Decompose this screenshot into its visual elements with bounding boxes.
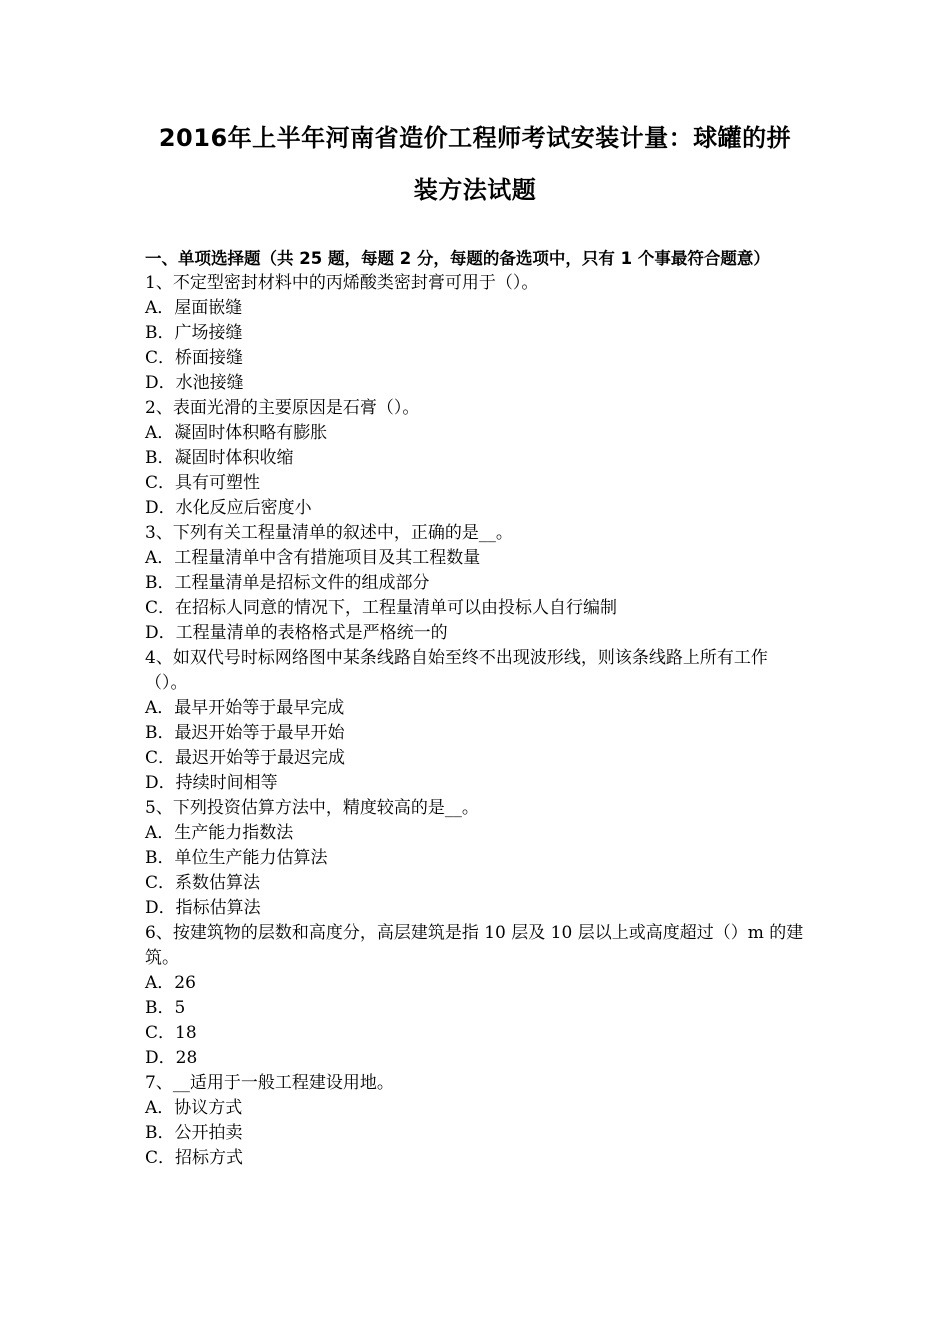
section-header: 一、单项选择题（共 25 题，每题 2 分，每题的备选项中，只有 1 个事最符合题意）: [145, 249, 770, 268]
option-a: A．协议方式: [145, 1098, 243, 1118]
option-a: A．屋面嵌缝: [145, 298, 243, 318]
option-c: C．桥面接缝: [145, 348, 244, 368]
option-a: A．凝固时体积略有膨胀: [145, 423, 328, 443]
option-d: D．持续时间相等: [145, 773, 278, 793]
question-stem: 7、__适用于一般工程建设用地。: [145, 1073, 394, 1093]
question-stem: 1、不定型密封材料中的丙烯酸类密封膏可用于（）。: [145, 273, 539, 293]
question-3: [145, 521, 809, 646]
option-c: C．18: [145, 1023, 197, 1043]
question-5: [145, 796, 809, 921]
option-b: B．5: [145, 998, 186, 1018]
option-d: D．水池接缝: [145, 373, 244, 393]
question-4: [145, 646, 809, 796]
option-b: B．最迟开始等于最早开始: [145, 723, 345, 743]
option-d: D．28: [145, 1048, 198, 1068]
option-d: D．水化反应后密度小: [145, 498, 312, 518]
document-title-line-2: 装方法试题: [413, 176, 537, 204]
option-c: C．系数估算法: [145, 873, 261, 893]
option-b: B．单位生产能力估算法: [145, 848, 328, 868]
question-6: [145, 921, 809, 1071]
option-b: B．凝固时体积收缩: [145, 448, 294, 468]
question-stem: 4、如双代号时标网络图中某条线路自始至终不出现波形线，则该条线路上所有工作（）。: [145, 648, 768, 693]
question-2: [145, 396, 809, 521]
option-a: A．生产能力指数法: [145, 823, 294, 843]
question-stem: 5、下列投资估算方法中，精度较高的是__。: [145, 798, 479, 818]
option-c: C．具有可塑性: [145, 473, 261, 493]
option-c: C．在招标人同意的情况下，工程量清单可以由投标人自行编制: [145, 598, 618, 618]
question-7: [145, 1071, 809, 1171]
option-c: C．最迟开始等于最迟完成: [145, 748, 346, 768]
question-stem: 3、下列有关工程量清单的叙述中，正确的是__。: [145, 523, 513, 543]
question-stem: 6、按建筑物的层数和高度分，高层建筑是指 10 层及 10 层以上或高度超过（）m 的建筑。: [145, 923, 804, 968]
question-stem: 2、表面光滑的主要原因是石膏（）。: [145, 398, 420, 418]
question-1: [145, 271, 809, 396]
option-b: B．工程量清单是招标文件的组成部分: [145, 573, 430, 593]
option-d: D．工程量清单的表格格式是严格统一的: [145, 623, 448, 643]
option-a: A．26: [145, 973, 196, 993]
document-title-line-1: 2016年上半年河南省造价工程师考试安装计量：球罐的拼: [158, 124, 792, 152]
option-c: C．招标方式: [145, 1148, 244, 1168]
option-b: B．公开拍卖: [145, 1123, 243, 1143]
option-a: A．工程量清单中含有措施项目及其工程数量: [145, 548, 481, 568]
option-b: B．广场接缝: [145, 323, 243, 343]
option-d: D．指标估算法: [145, 898, 261, 918]
document-body: [145, 246, 809, 1171]
option-a: A．最早开始等于最早完成: [145, 698, 345, 718]
